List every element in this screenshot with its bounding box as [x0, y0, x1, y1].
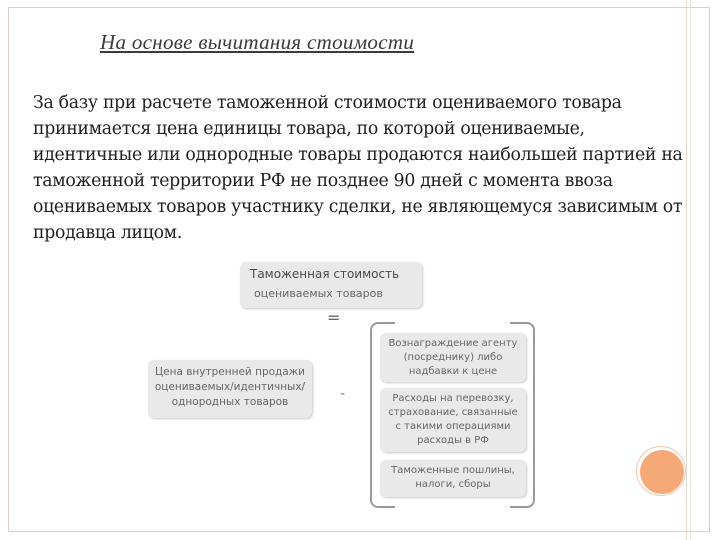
body-paragraph: За базу при расчете таможенной стоимости оцениваемого товара принимается цена единицы товара, по которой оцениваемые, идентичные или однородные товары продаются наибольшей партией на таможенной территории РФ не позднее 90 дней с момента ввоза оцениваемых товаров участнику сделки, не являющемуся зависимым от продавца лицом. [33, 93, 683, 243]
transport-costs-line: Расходы на перевозку, [392, 393, 514, 404]
customs-duties-line: налоги, сборы [415, 479, 491, 490]
agent-fee-box [380, 333, 526, 382]
internal-price-line: Цена внутренней продажи [154, 366, 306, 378]
customs-duties-line: Таможенные пошлины, [391, 465, 515, 476]
transport-costs-box [380, 388, 526, 452]
customs-value-sublabel: оцениваемых товаров [254, 287, 383, 300]
minus-sign: - [340, 386, 346, 402]
agent-fee-line: (посреднику) либо [403, 352, 503, 363]
decorative-line [686, 0, 687, 540]
decorative-circle [640, 450, 684, 494]
agent-fee-line: Вознаграждение агенту [388, 338, 518, 349]
internal-price-line: однородных товаров [171, 396, 289, 408]
internal-price-box [148, 360, 312, 418]
equals-sign: = [327, 308, 341, 327]
customs-duties-box [380, 460, 526, 497]
internal-price-line: оцениваемых/идентичных/ [154, 381, 306, 393]
slide-title: На основе вычитания стоимости [100, 30, 415, 54]
agent-fee-line: надбавки к цене [408, 366, 498, 377]
customs-value-box [240, 262, 422, 308]
transport-costs-line: страхование, связанные [388, 407, 518, 418]
decorative-line [690, 0, 691, 540]
transport-costs-line: с такими операциями [395, 421, 511, 432]
transport-costs-line: расходы в РФ [417, 435, 489, 446]
customs-value-label: Таможенная стоимость [250, 267, 400, 281]
